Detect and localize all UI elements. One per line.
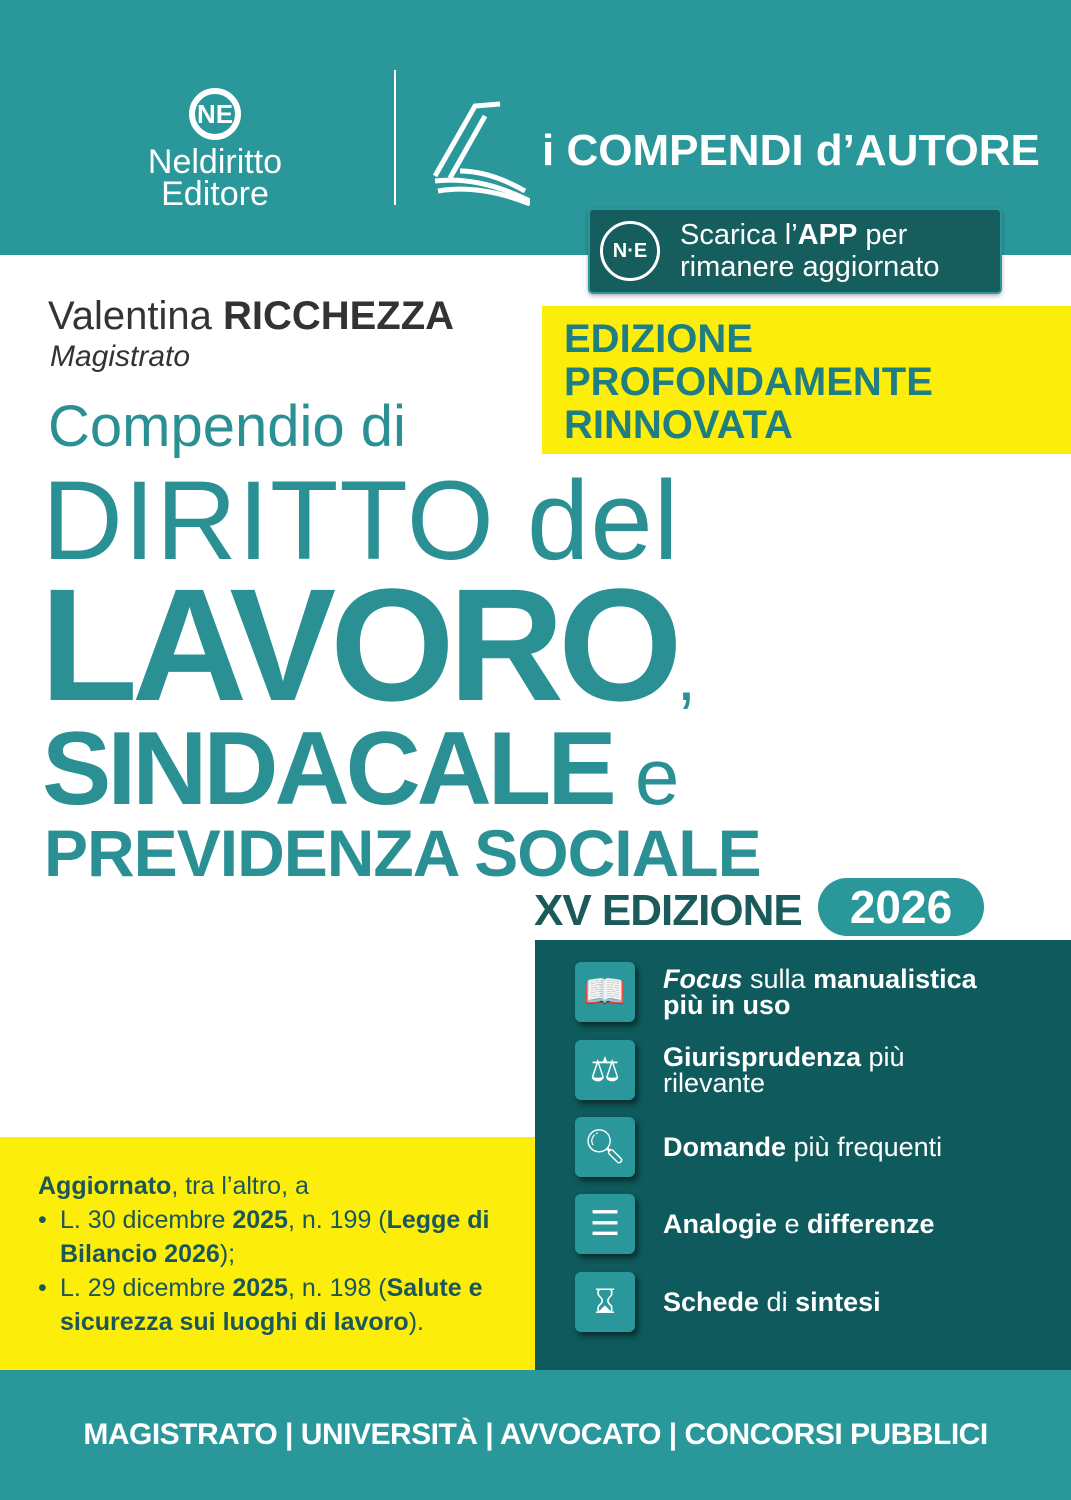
feature-text: Analogie: [663, 1209, 778, 1239]
feature-text: Schede: [663, 1287, 760, 1317]
author-name: [48, 294, 454, 339]
title-e: e: [612, 732, 680, 821]
open-book-pages-icon: [430, 96, 530, 206]
audience-list: MAGISTRATO | UNIVERSITÀ | AVVOCATO | CONCORSI PUBBLICI: [83, 1418, 988, 1451]
search-icon: 🔍︎: [575, 1117, 635, 1177]
title-comma: ,: [676, 637, 691, 715]
feature-text: più frequenti: [786, 1132, 943, 1162]
update-text: L. 30 dicembre: [60, 1206, 233, 1234]
ne-logo-icon: NE: [189, 88, 241, 140]
edition-note-line: EDIZIONE: [564, 317, 753, 361]
feature-item: [575, 1040, 905, 1100]
feature-text: più in uso: [663, 990, 791, 1020]
update-text: 2025: [232, 1274, 288, 1302]
publisher-logo: [120, 88, 310, 213]
feature-text: sulla: [742, 964, 814, 994]
feature-text: Domande: [663, 1132, 787, 1162]
book-icon: 📖: [575, 962, 635, 1022]
edition-note-line: PROFONDAMENTE: [564, 360, 933, 404]
feature-item: [575, 1194, 935, 1254]
feature-text: rilevante: [663, 1068, 766, 1098]
update-text: Salute e sicurezza sui luoghi di lavoro: [60, 1274, 483, 1336]
update-text: , n. 199 (: [287, 1206, 387, 1234]
feature-text: differenze: [807, 1209, 935, 1239]
title-sindacale: SINDACALE: [42, 711, 613, 827]
feature-item: [575, 962, 977, 1022]
update-text: );: [219, 1240, 236, 1268]
feature-text: e: [777, 1209, 808, 1239]
feature-item: [575, 1117, 942, 1177]
feature-text: di: [759, 1287, 796, 1317]
app-text: per: [857, 219, 908, 251]
update-text: 2025: [232, 1206, 288, 1234]
scales-icon: ⚖: [575, 1040, 635, 1100]
ne-app-icon: N·E: [600, 221, 660, 281]
update-intro: , tra l’altro, a: [171, 1172, 309, 1200]
title-prefix: Compendio di: [48, 394, 406, 459]
feature-text: Focus: [663, 964, 743, 994]
update-text: L. 29 dicembre: [60, 1274, 233, 1302]
app-text-bold: APP: [797, 219, 858, 251]
edition-year-badge: 2026: [818, 878, 984, 936]
update-item: [38, 1203, 535, 1271]
feature-item: [575, 1272, 881, 1332]
app-text: Scarica l’: [680, 219, 798, 251]
publisher-name-2: Editore: [161, 175, 269, 213]
title-lavoro: LAVORO: [40, 555, 677, 734]
update-box: [0, 1137, 535, 1370]
list-icon: ☰: [575, 1194, 635, 1254]
update-item: [38, 1271, 535, 1339]
series-title: i COMPENDI d’AUTORE: [542, 126, 1040, 175]
edition-note-box: [542, 306, 1071, 454]
app-text-line2: rimanere aggiornato: [680, 251, 940, 283]
hourglass-icon: ⌛︎: [575, 1272, 635, 1332]
feature-text: sintesi: [795, 1287, 881, 1317]
edition-note-line: RINNOVATA: [564, 403, 793, 447]
update-text: Legge di Bilancio 2026: [60, 1206, 490, 1268]
feature-text: più: [861, 1042, 905, 1072]
title-line-1: DIRITTO del: [42, 458, 680, 583]
update-text: , n. 198 (: [287, 1274, 387, 1302]
features-panel: [535, 940, 1071, 1370]
author-first: Valentina: [48, 294, 223, 338]
feature-text: Giurisprudenza: [663, 1042, 862, 1072]
publisher-name-1: Neldiritto: [147, 143, 283, 181]
edition-label: XV EDIZIONE: [534, 886, 802, 935]
update-intro-bold: Aggiornato: [38, 1172, 172, 1200]
feature-text: manualistica: [813, 964, 977, 994]
author-last: RICCHEZZA: [222, 294, 455, 338]
update-text: ).: [408, 1308, 424, 1336]
title-line-3: [42, 710, 679, 829]
title-line-4: PREVIDENZA SOCIALE: [44, 816, 761, 890]
header-divider: [394, 70, 396, 205]
series-logo: [430, 96, 1040, 206]
author-role: Magistrato: [50, 340, 191, 373]
app-download-badge[interactable]: [588, 208, 1002, 294]
